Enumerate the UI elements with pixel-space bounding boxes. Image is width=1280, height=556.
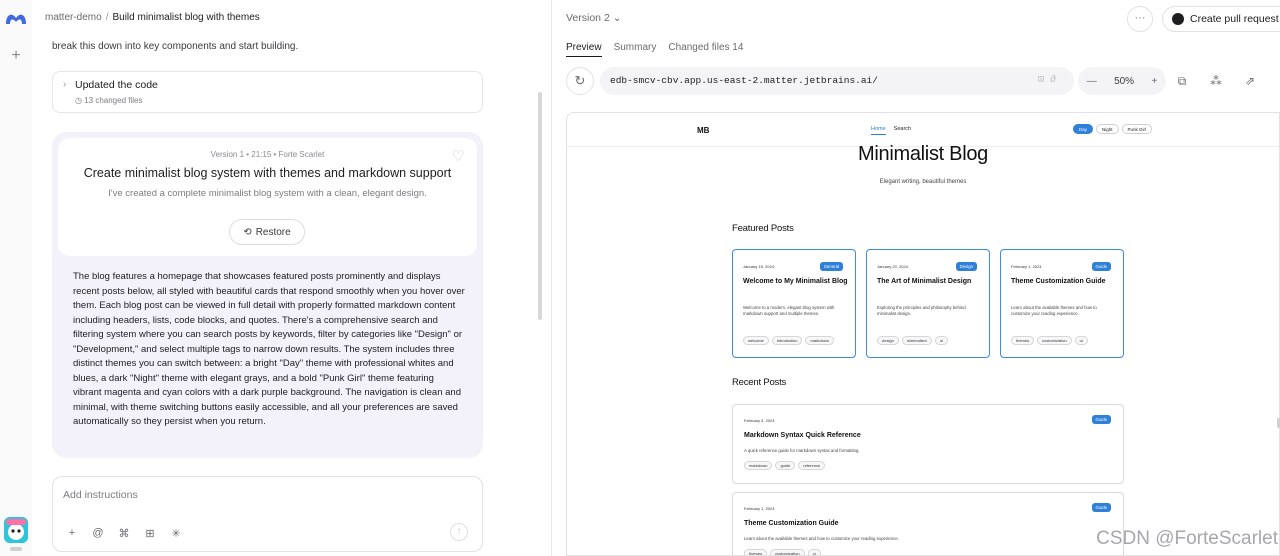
open-external-icon[interactable]: ⇗	[1244, 74, 1256, 88]
tag[interactable]: themes	[744, 549, 767, 556]
post-tags	[1011, 336, 1088, 345]
site-hero-subtitle: Elegant writing, beautiful themes	[879, 179, 967, 185]
screenshot-icon[interactable]: ⊡	[1037, 75, 1050, 86]
tag[interactable]: themes	[1011, 336, 1034, 345]
watermark: CSDN @ForteScarlet	[1096, 528, 1278, 549]
site-hero-title: Minimalist Blog	[858, 143, 988, 165]
changed-files-label: 13 changed files	[84, 96, 143, 105]
tag[interactable]: minimalism	[902, 336, 932, 345]
breadcrumb-separator: /	[105, 12, 109, 23]
sparkle-icon[interactable]: ✳	[171, 528, 181, 540]
arrow-up-icon: ↑	[456, 526, 462, 537]
post-excerpt: A quick reference guide for markdown syntax and formatting.	[744, 448, 860, 453]
create-pull-request-button[interactable]	[1162, 6, 1280, 32]
recent-heading: Recent Posts	[732, 377, 787, 388]
send-button[interactable]	[450, 523, 468, 541]
post-tags	[744, 549, 821, 556]
tag[interactable]: markdown	[805, 336, 833, 345]
preview-frame	[566, 112, 1280, 556]
tag[interactable]: introduction	[772, 336, 803, 345]
preview-panel	[553, 0, 1280, 556]
breadcrumb-project[interactable]: matter-demo	[45, 12, 102, 23]
link-icon[interactable]: ∂	[1049, 75, 1062, 86]
category-badge: Guide	[1092, 503, 1111, 512]
post-title: Theme Customization Guide	[1011, 278, 1106, 285]
chevron-down-icon: ⌄	[612, 12, 622, 24]
browser-toolbar	[566, 67, 1280, 97]
tab-preview[interactable]: Preview	[566, 42, 602, 57]
featured-card[interactable]	[866, 249, 990, 358]
breadcrumb	[45, 12, 260, 23]
tag[interactable]: ui	[935, 336, 948, 345]
site-nav-search[interactable]: Search	[893, 126, 912, 132]
post-date: February 1, 2024	[1011, 264, 1042, 269]
rail-indicator	[10, 547, 22, 551]
url-actions	[1038, 67, 1062, 95]
theme-punk-button[interactable]: Punk Girl	[1122, 124, 1153, 134]
avatar-face-icon	[4, 517, 28, 543]
version-description: The blog features a homepage that showcases featured posts prominently and displays recent posts below, all styled with beautiful cards that respond smoothly when you hover over them. Each blog post can be viewed in full detail with properly formatted markdown content including headers, lists, code blocks, and quotes. There's a comprehensive search and filtering system where you can search posts by keywords, filter by categories like "Design" or "Development," and select multiple tags to narrow down results. The system includes three distinct themes you can switch between: a bright "Day" theme with professional whites and blues, a dark "Night" theme with elegant grays, and a bold "Punk Girl" theme featuring vibrant magenta and cyan colors with a dark purple background. The navigation is clean and minimal, with theme switching buttons easily accessible, and all your preferences are saved automatically so they persist when you return.	[73, 271, 465, 427]
instructions-box	[52, 476, 483, 552]
post-title: The Art of Minimalist Design	[877, 278, 972, 285]
post-tags	[744, 461, 825, 470]
zoom-out-icon[interactable]: —	[1086, 75, 1097, 87]
version-select[interactable]	[566, 12, 622, 24]
user-avatar[interactable]	[4, 517, 28, 543]
device-icon[interactable]: ⧉	[1177, 74, 1187, 88]
tag[interactable]: reference	[798, 461, 825, 470]
post-date: February 5, 2024	[744, 418, 775, 423]
inspect-icon[interactable]: ⁂	[1210, 74, 1222, 88]
site-brand[interactable]: MB	[697, 126, 710, 135]
site-nav	[567, 113, 1279, 147]
left-rail	[0, 0, 32, 556]
post-tags	[877, 336, 948, 345]
updated-code-card[interactable]	[52, 71, 483, 113]
changed-files-count	[75, 96, 142, 105]
updated-card-title: Updated the code	[75, 79, 158, 91]
category-badge: General	[820, 262, 843, 271]
category-badge: Design	[956, 262, 977, 271]
post-excerpt: Learn about the available themes and how to customize your reading experience.	[1011, 305, 1097, 316]
tag[interactable]: guide	[775, 461, 795, 470]
post-excerpt: Exploring the principles and philosophy behind minimalist design.	[877, 305, 966, 316]
url-field[interactable]	[600, 67, 1074, 95]
url-text: edb-smcv-cbv.app.us-east-2.matter.jetbrains.ai/	[610, 75, 878, 86]
tag[interactable]: ui	[1075, 336, 1088, 345]
breadcrumb-task: Build minimalist blog with themes	[112, 12, 260, 23]
mention-icon[interactable]: @	[92, 527, 104, 539]
post-excerpt: Learn about the available themes and how to customize your reading experience.	[744, 536, 899, 541]
post-date: January 15, 2024	[743, 264, 774, 269]
tag[interactable]: ui	[808, 549, 821, 556]
version-subtitle: I've created a complete minimalist blog system with a clean, elegant design.	[108, 188, 427, 199]
restore-button[interactable]	[229, 219, 305, 245]
site-nav-home[interactable]: Home	[871, 126, 886, 135]
reload-icon[interactable]: ↻	[566, 67, 594, 95]
more-options-button[interactable]: ···	[1127, 6, 1153, 32]
version-meta: Version 1 • 21:15 • Forte Scarlet	[210, 150, 325, 159]
chat-panel	[32, 0, 552, 556]
matter-logo-icon[interactable]	[4, 10, 28, 26]
create-pr-label: Create pull request	[1190, 13, 1279, 25]
category-badge: Guide	[1092, 262, 1111, 271]
featured-card[interactable]	[1000, 249, 1124, 358]
clock-icon: ◷	[75, 96, 85, 105]
post-tags	[743, 336, 834, 345]
featured-heading: Featured Posts	[732, 223, 794, 234]
recent-post-card[interactable]	[732, 492, 1124, 556]
zoom-control	[1078, 67, 1166, 95]
chevron-right-icon: ›	[63, 79, 67, 90]
zoom-level: 50%	[1114, 75, 1135, 87]
tag[interactable]: customization	[770, 549, 804, 556]
tag[interactable]: welcome	[743, 336, 769, 345]
theme-switcher	[1073, 124, 1152, 134]
heart-icon[interactable]: ♡	[451, 148, 465, 165]
add-icon[interactable]: +	[68, 527, 76, 539]
github-icon	[1172, 13, 1184, 25]
featured-card[interactable]	[732, 249, 856, 358]
version-block	[52, 132, 483, 458]
tag[interactable]: design	[877, 336, 899, 345]
instructions-toolbar	[65, 527, 183, 540]
tag[interactable]: markdown	[744, 461, 772, 470]
version-title: Create minimalist blog system with themes and markdown support	[83, 166, 452, 180]
chat-scrollbar[interactable]	[538, 92, 542, 320]
restore-icon: ⟲	[243, 226, 252, 238]
version-card	[58, 138, 477, 256]
tab-summary[interactable]: Summary	[613, 42, 657, 53]
zoom-in-icon[interactable]: +	[1151, 75, 1158, 87]
preview-tabs	[566, 42, 743, 57]
post-title: Theme Customization Guide	[744, 520, 839, 527]
restore-label: Restore	[255, 226, 291, 238]
version-select-label: Version 2	[566, 12, 610, 24]
post-date: February 1, 2024	[744, 506, 775, 511]
post-excerpt: Welcome to a modern, elegant blog system with markdown support and multiple themes.	[743, 305, 835, 316]
message-intro-text: break this down into key components and start building.	[52, 41, 299, 52]
new-chat-plus-icon[interactable]: +	[11, 47, 21, 64]
theme-night-button[interactable]: Night	[1096, 124, 1119, 134]
book-icon[interactable]: ⊞	[145, 528, 155, 540]
tab-changed-files[interactable]: Changed files 14	[668, 42, 744, 53]
preview-tools	[1169, 67, 1263, 95]
tag[interactable]: customization	[1037, 336, 1071, 345]
figma-icon[interactable]: ⌘	[118, 528, 130, 540]
post-title: Welcome to My Minimalist Blog	[743, 278, 848, 285]
category-badge: Guide	[1092, 415, 1111, 424]
theme-day-button[interactable]: Day	[1073, 124, 1093, 134]
post-date: January 20, 2024	[877, 264, 908, 269]
instructions-input[interactable]	[63, 489, 463, 501]
post-title: Markdown Syntax Quick Reference	[744, 432, 861, 439]
site-nav-links	[871, 126, 911, 135]
recent-post-card[interactable]	[732, 404, 1124, 484]
